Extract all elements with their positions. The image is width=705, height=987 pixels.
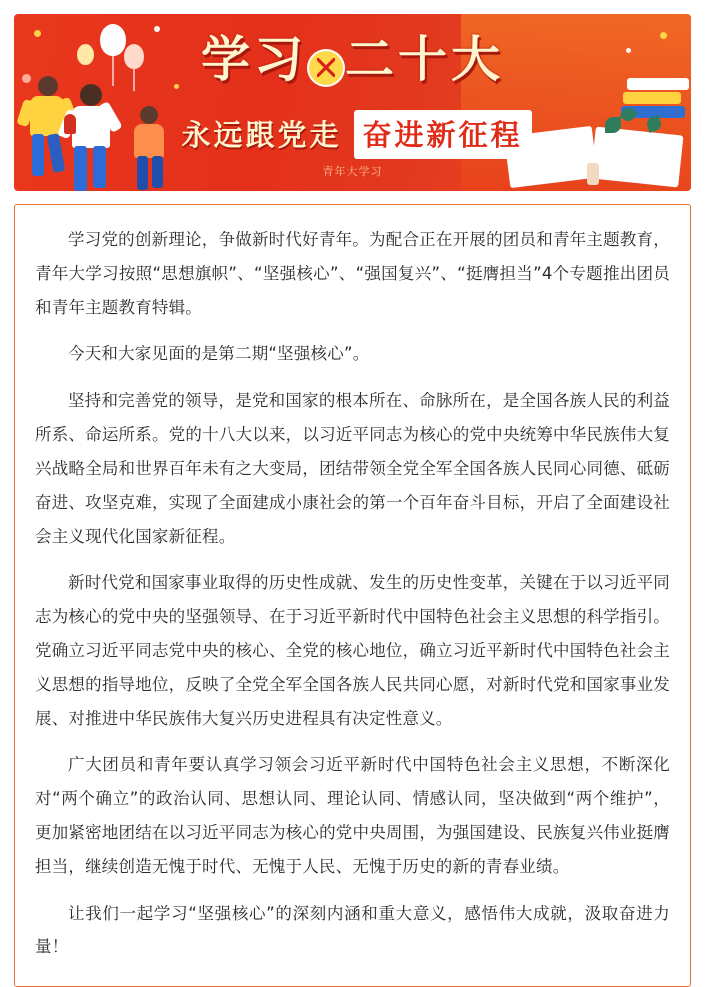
person-leg bbox=[152, 156, 163, 188]
book-spine bbox=[587, 163, 599, 185]
confetti-dot bbox=[154, 26, 160, 32]
page-root bbox=[0, 14, 705, 957]
article-body bbox=[14, 204, 691, 987]
banner-title-part2: 二十大 bbox=[345, 31, 505, 88]
banner-title bbox=[14, 31, 691, 93]
header-banner bbox=[14, 14, 691, 191]
banner-subtitle-left: 永远跟党走 bbox=[181, 118, 342, 152]
banner-title-part1: 学习 bbox=[200, 31, 307, 88]
article-paragraph: 学习党的创新理论，争做新时代好青年。为配合正在开展的团员和青年主题教育，青年大学习按照“思想旗帜”、“坚强核心”、“强国复兴”、“挺膺担当”4个专题推出团员和青年主题教育特辑。 bbox=[35, 230, 670, 317]
article-paragraph: 今天和大家见面的是第二期“坚强核心”。 bbox=[68, 344, 370, 364]
article-paragraph: 新时代党和国家事业取得的历史性成就、发生的历史性变革，关键在于以习近平同志为核心的党中央的坚强领导、在于习近平新时代中国特色社会主义思想的科学指引。党确立习近平同志党中央的核心、全党的核心地位，确立习近平新时代中国特色社会主义思想的指导地位，反映了全党全军全国各族人民共同心愿，对新时代党和国家事业发展、对推进中华民族伟大复兴历史进程具有决定性意义。 bbox=[35, 573, 670, 728]
party-emblem-icon bbox=[309, 51, 343, 85]
article-paragraph: 坚持和完善党的领导，是党和国家的根本所在、命脉所在，是全国各族人民的利益所系、命运所系。党的十八大以来，以习近平同志为核心的党中央统筹中华民族伟大复兴战略全局和世界百年未有之大变局，团结带领全党全军全国各族人民同心同德、砥砺奋进、攻坚克难，实现了全面建成小康社会的第一个百年奋斗目标，开启了全面建设社会主义现代化国家新征程。 bbox=[35, 391, 670, 546]
banner-subtitle-right: 奋进新征程 bbox=[354, 110, 532, 159]
banner-subtitle bbox=[14, 110, 691, 159]
banner-seal-text: 青年大学习 bbox=[322, 166, 383, 178]
article-paragraph: 让我们一起学习“坚强核心”的深刻内涵和重大意义，感悟伟大成就，汲取奋进力量！ bbox=[35, 903, 670, 957]
person-leg bbox=[137, 156, 148, 190]
stacked-book bbox=[623, 92, 681, 104]
article-paragraph: 广大团员和青年要认真学习领会习近平新时代中国特色社会主义思想，不断深化对“两个确立”的政治认同、思想认同、理论认同、情感认同，坚决做到“两个维护”，更加紧密地团结在以习近平同志为核心的党中央周围，为强国建设、民族复兴伟业挺膺担当，继续创造无愧于时代、无愧于人民、无愧于历史的新的青春业绩。 bbox=[35, 755, 670, 876]
